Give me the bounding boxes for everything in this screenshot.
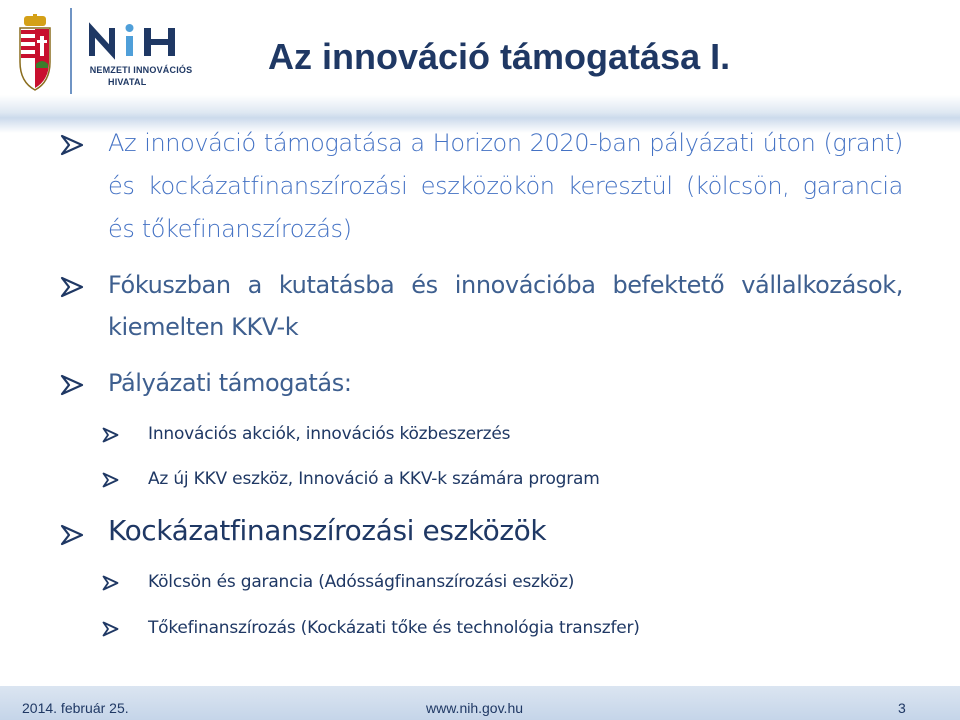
bullet-text: Az innováció támogatása a Horizon 2020-ban pályázati úton (grant) és kockázatfinanszírozási eszközökön keresztül (kölcsön, garancia és tőkefinanszírozás) — [108, 129, 903, 243]
sub-bullet-text: Innovációs akciók, innovációs közbeszerzés — [148, 424, 511, 444]
arrow-bullet-icon — [60, 134, 86, 156]
header-divider — [70, 8, 72, 94]
bullet-text: Fókuszban a kutatásba és innovációba befektető vállalkozások, kiemelten KKV-k — [108, 271, 903, 341]
sub-bullet-text: Tőkefinanszírozás (Kockázati tőke és technológia transzfer) — [148, 618, 640, 638]
page-number: 3 — [898, 700, 906, 716]
arrow-bullet-icon — [60, 524, 86, 546]
arrow-bullet-icon — [60, 276, 86, 298]
arrow-bullet-icon — [60, 374, 86, 396]
bullet-text: Kockázatfinanszírozási eszközök — [108, 514, 547, 547]
sub-bullet-text: Kölcsön és garancia (Adósságfinanszírozási eszköz) — [148, 572, 575, 592]
page-title: Az innováció támogatása I. — [268, 36, 731, 77]
arrow-bullet-icon — [102, 427, 120, 443]
arrow-bullet-icon — [102, 621, 120, 637]
sub-bullet-text: Az új KKV eszköz, Innováció a KKV-k számára program — [148, 469, 600, 489]
footer-date: 2014. február 25. — [22, 700, 129, 716]
logo-line-1: NEMZETI INNOVÁCIÓS — [89, 65, 193, 75]
bullet-text: Pályázati támogatás: — [108, 369, 352, 397]
nih-logo-text — [86, 64, 196, 88]
logo-line-2: HIVATAL — [108, 77, 147, 87]
footer-url[interactable]: www.nih.gov.hu — [426, 700, 524, 716]
footer-bar — [0, 686, 960, 720]
arrow-bullet-icon — [102, 472, 120, 488]
arrow-bullet-icon — [102, 575, 120, 591]
hungarian-coat-of-arms-icon — [14, 14, 56, 92]
